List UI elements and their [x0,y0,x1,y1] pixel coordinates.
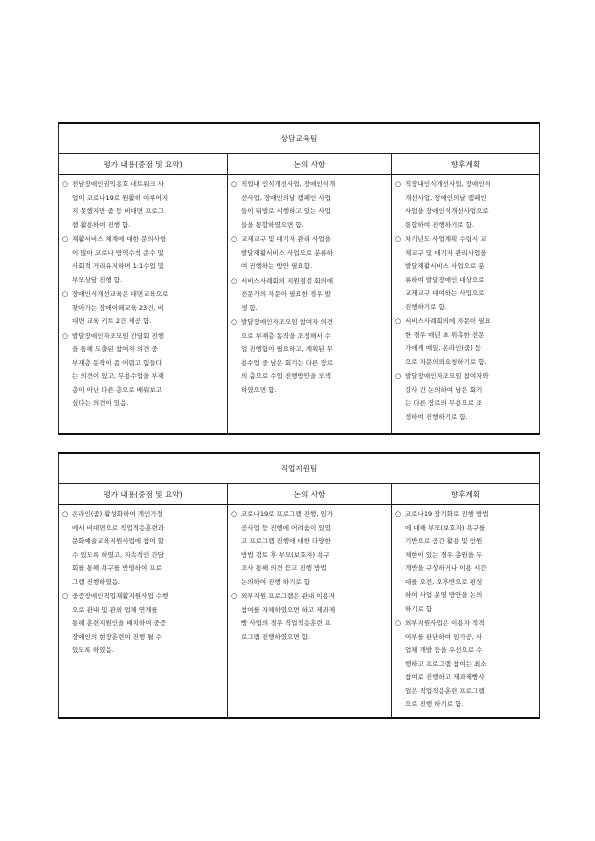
list-item: ○ 외부지원사업은 이용자 적격 여부를 판단하여 임가공, 사 업체 개발 등을 우선으로 수 행하고 프로그램 참여는 최소 참여로 진행하고 제과제빵사 업은 직업적응훈련 프로그램 으로 진행 하기로 함. [395,617,536,712]
header-discussion: 논의 사항 [228,484,392,505]
bullet-icon: ○ [395,372,402,380]
list-item: ○ 장애인식개선교육은 대면교육으로 찾아가는 장애이해교육 23건, 비 대면 교육 키트 2건 제공 함. [62,288,224,329]
header-evaluation: 평가 내용(중점 및 요약) [59,484,228,505]
discussion-column [228,505,392,718]
bullet-icon: ○ [231,318,238,326]
list-item: ○ 직업내 인식개선사업, 장애인식개 선사업, 장애인의날 캠페인 사업 들이 뒤벌로 시행하고 있는 사업 들을 통합하였으면 함. [231,178,388,232]
bullet-icon: ○ [395,510,402,518]
list-item: ○ 발달장애인자조모임 참여자와 강사 간 논의하여 남은 회기 는 다른 장르의 무용으로 조 정하여 진행하기로 함. [395,370,536,424]
section-table-counseling [58,122,540,435]
list-item: ○ 발달장애인자조모임 참여자 의견 으로 부재층 동작을 조정해서 수 업 진행함이 필요하고, 계획된 무 용수업 중 남은 회기는 다른 장르 의 춤으로 수업 진행방안을 모색 하였으면 함. [231,316,388,397]
list-item: ○ 코로나19로 프로그램 진행, 임가 공사업 등 진행에 어려움이 있었 고 프로그램 진행에 대한 다양한 방법 검토 후 부모(보호자) 욕구 조사 통해 의견 듣고 진행 방법 논의하여 진행 하기로 함 [231,508,388,589]
list-item: ○ 서비스사례회의에 자문이 필요 한 경우 매년 초 위촉한 전문 가에게 메일, 온라인(줌) 등 으로 자문의뢰요청하기로 함. [395,315,536,369]
bullet-icon: ○ [62,331,69,340]
bullet-icon: ○ [395,235,402,243]
bullet-icon: ○ [62,510,69,518]
bullet-icon: ○ [395,317,402,325]
bullet-icon: ○ [395,619,402,627]
header-discussion: 논의 사항 [228,154,392,175]
evaluation-column [59,505,228,718]
section-title: 직업지원팀 [59,453,540,484]
list-item: ○ 서비스사례회의 지원점검 회의에 전문가의 자문이 필요한 경우 발 생 함. [231,275,388,316]
bullet-icon: ○ [62,290,69,298]
plan-column [392,175,540,434]
bullet-icon: ○ [231,510,238,518]
list-item: ○ 코로나19 장기화로 진행 방법 에 대해 부모(보호자) 욕구를 기반으로 공간 활용 및 인원 제한이 있는 경우 총원을 두 개반을 구성하거나 이용 시간 대를 오전, 오후반으로 편성 하여 사업 운영 방안을 논의 하기로 함 [395,508,536,616]
evaluation-column [59,175,228,434]
bullet-icon: ○ [231,180,238,188]
bullet-icon: ○ [231,235,238,243]
bullet-icon: ○ [62,235,69,243]
bullet-icon: ○ [231,592,238,600]
plan-column [392,505,540,718]
section-table-vocational [58,452,540,719]
list-item: ○ 재활서비스 체계에 대한 문의사항 이 많아 코로나 방역수칙 준수 및 사회적 거리유지하며 1:1수업 및 부모상담 진행 함. [62,233,224,287]
list-item: ○ 온라인(줌) 활성화하여 개인가정 에서 비대면으로 직업적응훈련과 문화예술교육지원사업에 참여 할 수 있도록 하였고, 지속적인 간담 회를 통해 욕구를 반영하여 프로 그램 진행하였음. [62,508,224,589]
header-plan: 향후계획 [392,484,540,505]
list-item: ○ 교재교구 및 대기자 관리 사업을 발달재활서비스 사업으로 분류하 여 진행하는 방안 필요함. [231,233,388,274]
list-item: ○ 직장내인식개선사업, 장애인식 개선사업, 장애인의날 캠페인 사업을 장애인식개선사업으로 통합하여 진행하기로 함. [395,178,536,232]
header-evaluation: 평가 내용(중점 및 요약) [59,154,228,175]
list-item: ○ 차기년도 사업계획 수립시 교 재교구 및 대기자 관리사업을 발달재활서비스 사업으로 분 류하여 발달장애인 대상으로 교재교구 대여하는 사업으로 진행하기로 함. [395,233,536,314]
bullet-icon: ○ [231,276,238,285]
bullet-icon: ○ [395,180,402,188]
list-item: ○ 중증장애인직업재활지원사업 수행 으로 관내 및 관외 업체 연계를 통해 훈련지원인을 배치하여 중증 장애인의 현장훈련이 진행 될 수 있도록 하였음. [62,590,224,658]
list-item: ○ 외부지원 프로그램은 관내 이용자 참여를 자체하였으면 하고 제과제 빵 사업의 경우 직업적응훈련 프 로그램 진행하였으면 함. [231,590,388,644]
list-item: ○ 전남장애인권익옹호 네트워크 사 업이 코로나19로 원활히 이루어지 지 못했지만 줌 등 비대면 프로그 램 활용하여 진행 함. [62,178,224,232]
bullet-icon: ○ [62,180,69,188]
discussion-column [228,175,392,434]
bullet-icon: ○ [62,592,69,600]
header-plan: 향후계획 [392,154,540,175]
section-title: 상담교육팀 [59,123,540,154]
list-item: ○ 발달장애인자조모임 간담회 진행 을 통해 도출된 참여자 의견 중 부재층 동작이 좀 어렵고 힘들다 는 의견이 있고, 무용수업을 부재 층이 아닌 다른 층으로 배워보고 싶다는 의견이 있음. [62,330,224,411]
